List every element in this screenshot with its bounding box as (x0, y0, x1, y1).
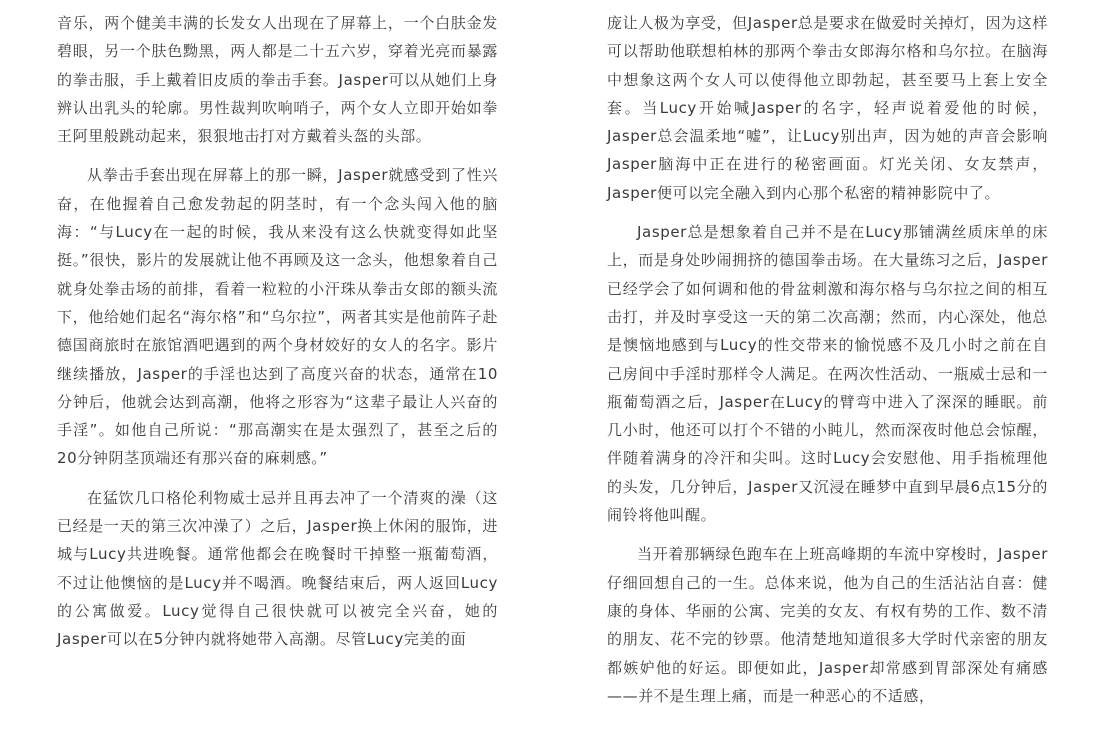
paragraph: 音乐，两个健美丰满的长发女人出现在了屏幕上，一个白肤金发碧眼，另一个肤色黝黑，两人都是二十五六岁，穿着光亮而暴露的拳击服，手上戴着旧皮质的拳击手套。Jasper可以从她们上身辨认出乳头的轮廓。男性裁判吹响哨子，两个女人立即开始如拳王阿里般跳动起来，狠狠地击打对方戴着头盔的头部。 (57, 14, 498, 146)
paragraph: 在猛饮几口格伦利物威士忌并且再去冲了一个清爽的澡（这已经是一天的第三次冲澡了）之后，Jasper换上休闲的服饰，进城与Lucy共进晚餐。通常他都会在晚餐时干掉整一瓶葡萄酒，不过让他懊恼的是Lucy并不喝酒。晚餐结束后，两人返回Lucy的公寓做爱。Lucy觉得自己很快就可以被完全兴奋，她的Jasper可以在5分钟内就将她带入高潮。尽管Lucy完美的面 (57, 488, 498, 649)
right-text-column (607, 9, 1048, 721)
left-text-column (57, 9, 498, 665)
paragraph: 庞让人极为享受，但Jasper总是要求在做爱时关掉灯，因为这样可以帮助他联想柏林的那两个拳击女郎海尔格和乌尔拉。在脑海中想象这两个女人可以使得他立即勃起，甚至要马上套上安全套。当Lucy开始喊Jasper的名字，轻声说着爱他的时候，Jasper总会温柔地“嘘”，让Lucy别出声，因为她的声音会影响Jasper脑海中正在进行的秘密画面。灯光关闭、女友禁声，Jasper便可以完全融入到内心那个私密的精神影院中了。 (607, 14, 1048, 202)
paragraph: Jasper总是想象着自己并不是在Lucy那铺满丝质床单的床上，而是身处吵闹拥挤的德国拳击场。在大量练习之后，Jasper已经学会了如何调和他的骨盆刺激和海尔格与乌尔拉之间的相互击打，并及时享受这一天的第二次高潮；然而，内心深处，他总是懊恼地感到与Lucy的性交带来的愉悦感不及几小时之前在自己房间中手淫时那样令人满足。在两次性活动、一瓶威士忌和一瓶葡萄酒之后，Jasper在Lucy的臂弯中进入了深深的睡眠。前几小时，他还可以打个不错的小盹儿，然而深夜时他总会惊醒，伴随着满身的冷汗和尖叫。这时Lucy会安慰他、用手指梳理他的头发，几分钟后，Jasper又沉浸在睡梦中直到早晨6点15分的闹铃将他叫醒。 (607, 223, 1048, 525)
paragraph: 从拳击手套出现在屏幕上的那一瞬，Jasper就感受到了性兴奋，在他握着自己愈发勃起的阴茎时，有一个念头闯入他的脑海：“与Lucy在一起的时候，我从来没有这么快就变得如此坚挺。”很快，影片的发展就让他不再顾及这一念头，他想象着自己就身处拳击场的前排，看着一粒粒的小汗珠从拳击女郎的额头流下，他给她们起名“海尔格”和“乌尔拉”，两者其实是他前阵子赴德国商旅时在旅馆酒吧遇到的两个身材姣好的女人的名字。影片继续播放，Jasper的手淫也达到了高度兴奋的状态，通常在10分钟后，他就会达到高潮，他将之形容为“这辈子最让人兴奋的手淫”。如他自己所说：“那高潮实在是太强烈了，甚至之后的20分钟阴茎顶端还有那兴奋的麻刺感。” (57, 166, 498, 468)
paragraph: 当开着那辆绿色跑车在上班高峰期的车流中穿梭时，Jasper仔细回想自己的一生。总体来说，他为自己的生活沾沾自喜：健康的身体、华丽的公寓、完美的女友、有权有势的工作、数不清的朋友、花不完的钞票。他清楚地知道很多大学时代亲密的朋友都嫉妒他的好运。即便如此，Jasper却常感到胃部深处有痛感——并不是生理上痛，而是一种恶心的不适感， (607, 545, 1048, 705)
